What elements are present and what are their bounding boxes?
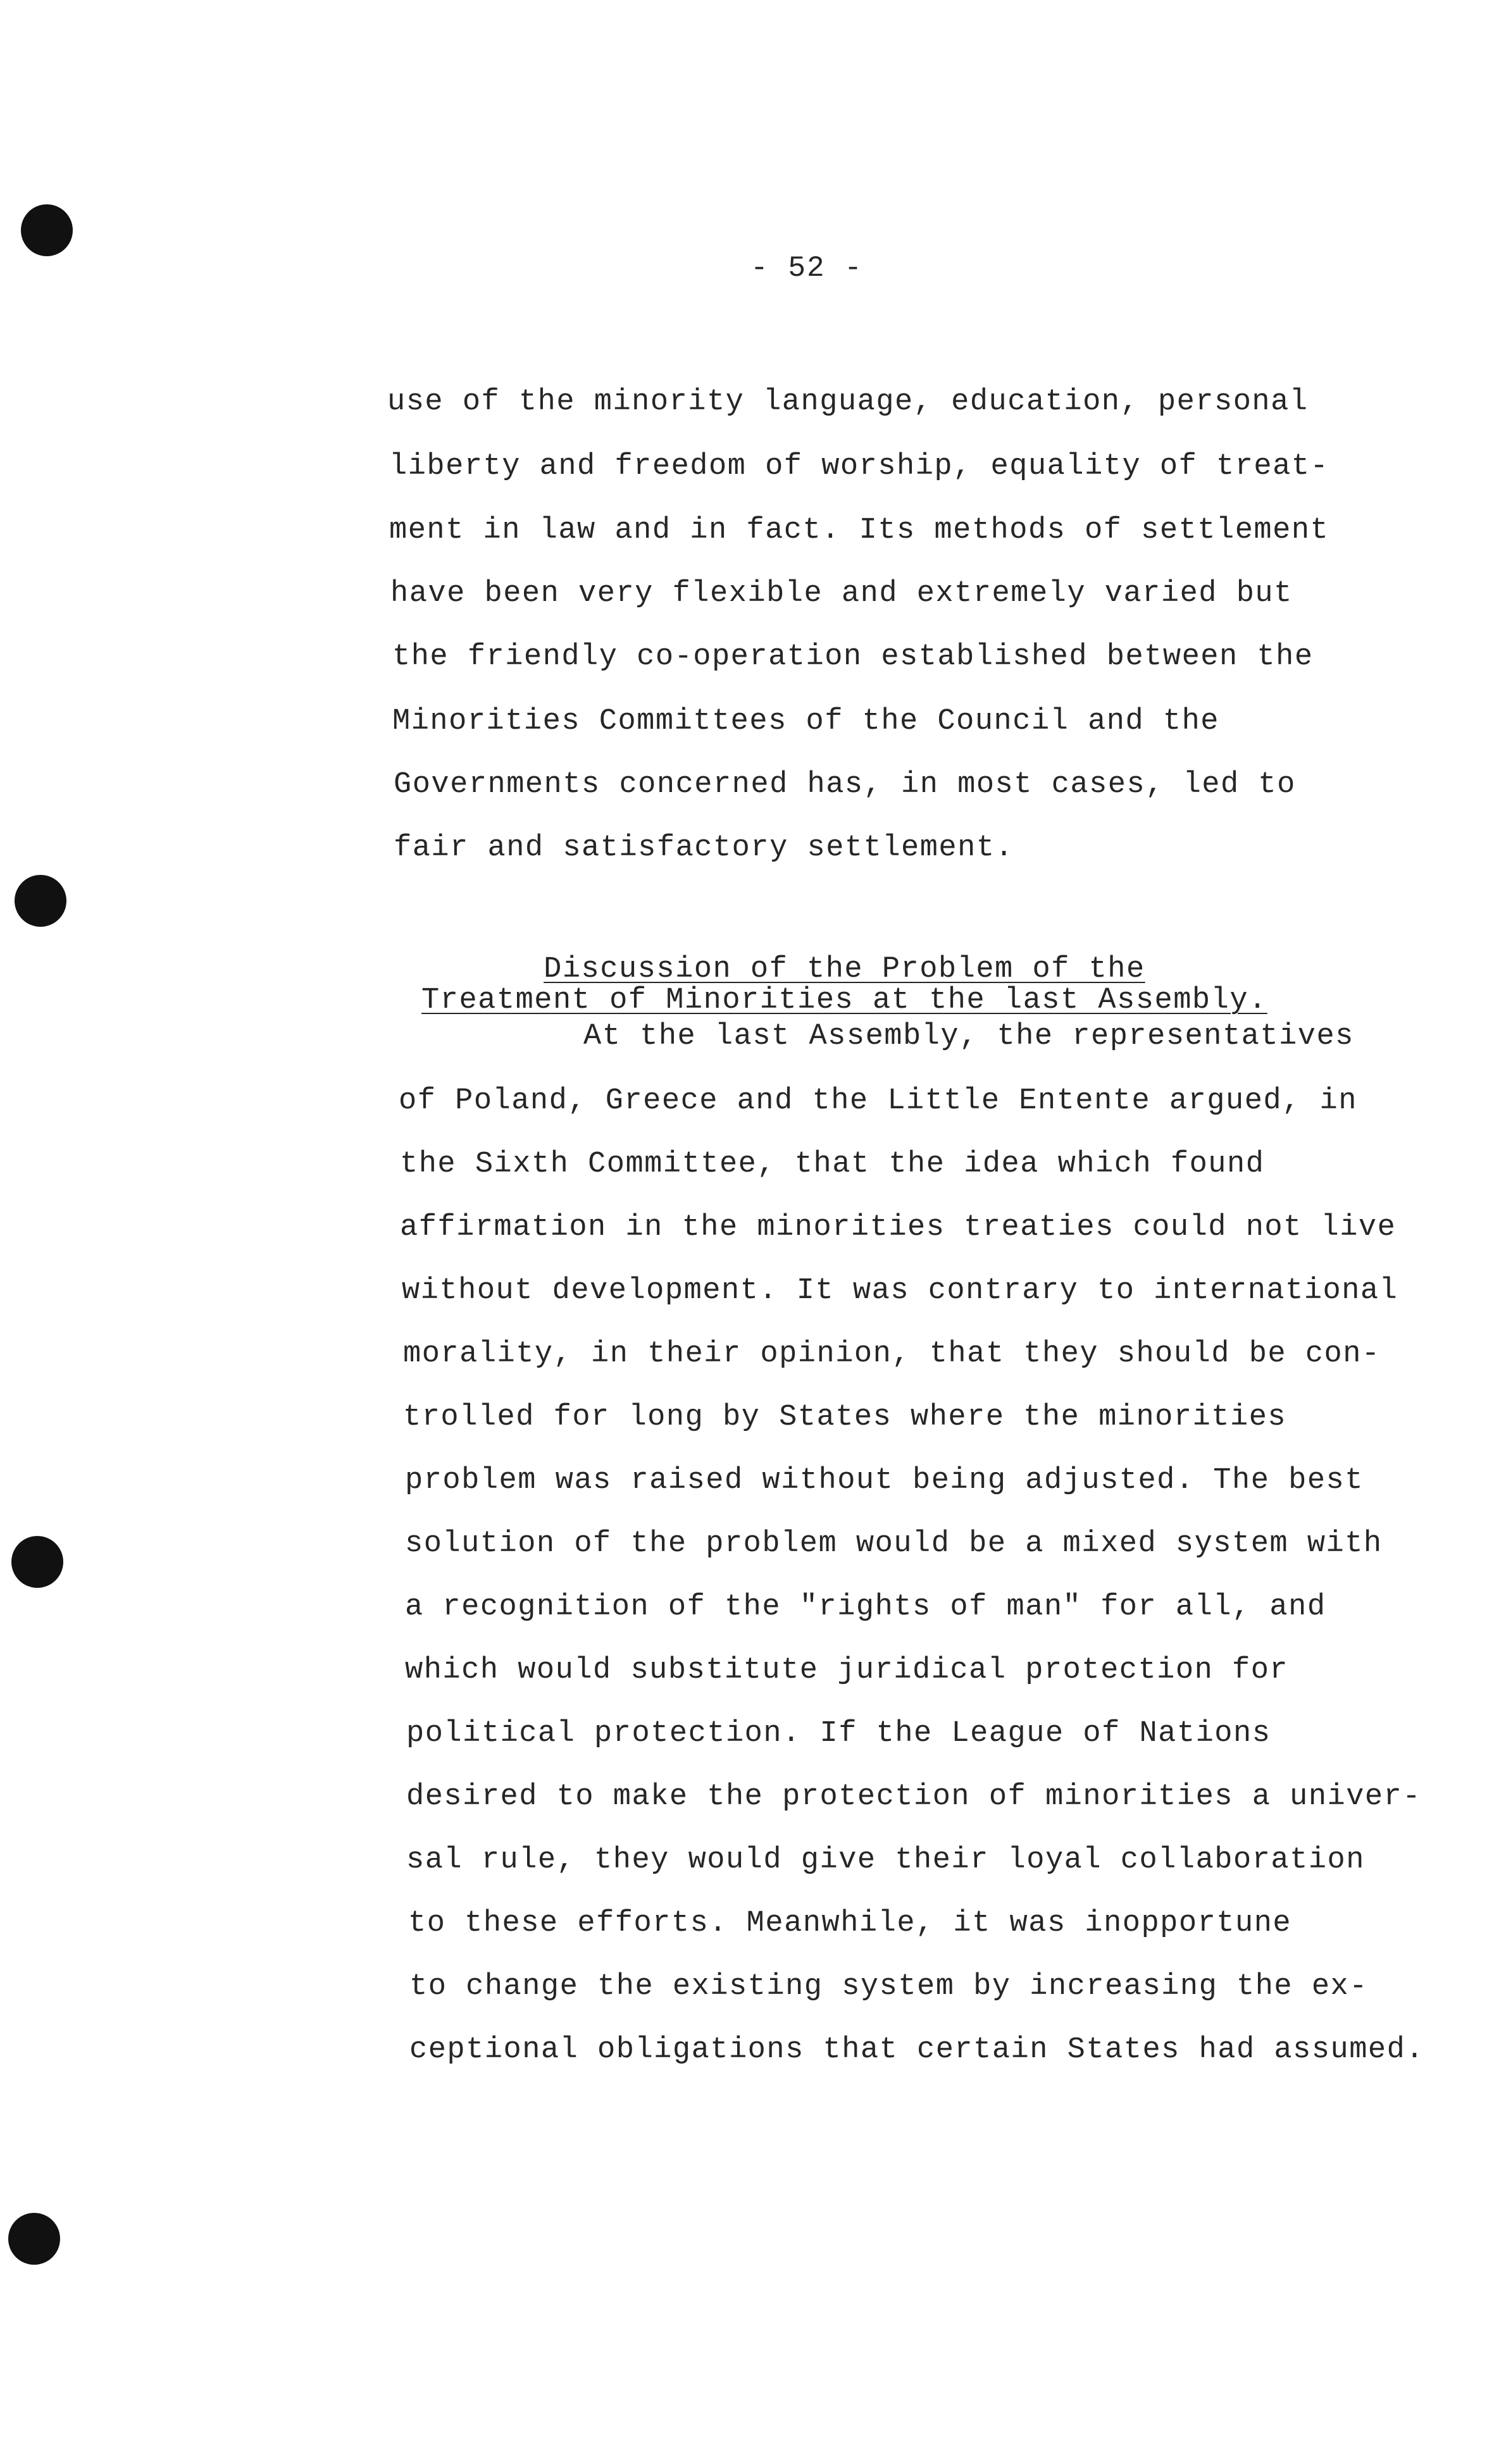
text-line: trolled for long by States where the minorities <box>403 1401 1287 1434</box>
text-line: Governments concerned has, in most cases, led to <box>394 768 1296 802</box>
text-line: without development. It was contrary to international <box>402 1274 1398 1308</box>
text-line: Minorities Committees of the Council and the <box>392 705 1220 738</box>
text-line: which would substitute juridical protection for <box>405 1654 1289 1687</box>
text-line: the friendly co-operation established between the <box>392 640 1314 674</box>
text-line: fair and satisfactory settlement. <box>394 831 1014 865</box>
text-line: the Sixth Committee, that the idea which found <box>400 1148 1265 1181</box>
text-line: sal rule, they would give their loyal collaboration <box>406 1843 1365 1877</box>
text-line: liberty and freedom of worship, equality of treat- <box>389 450 1329 483</box>
section-heading-line-2: Treatment of Minorities at the last Assembly. <box>421 984 1267 1017</box>
punch-hole <box>8 2213 60 2265</box>
text-line: desired to make the protection of minorities a univer- <box>406 1780 1422 1814</box>
text-line: to these efforts. Meanwhile, it was inopportune <box>408 1907 1292 1940</box>
text-line: morality, in their opinion, that they should be con- <box>403 1337 1381 1371</box>
text-line: have been very flexible and extremely varied but <box>390 577 1293 610</box>
text-line: of Poland, Greece and the Little Entente argued, in <box>399 1084 1357 1118</box>
text-line: ment in law and in fact. Its methods of settlement <box>389 514 1329 547</box>
text-line: a recognition of the "rights of man" for all, and <box>405 1590 1326 1624</box>
text-line: At the last Assembly, the representatives <box>583 1020 1354 1053</box>
text-line: solution of the problem would be a mixed system with <box>405 1527 1383 1561</box>
section-heading-line-1: Discussion of the Problem of the <box>544 953 1145 986</box>
text-line: ceptional obligations that certain States had assumed. <box>409 2033 1425 2067</box>
text-line: use of the minority language, education, personal <box>387 385 1309 419</box>
punch-hole <box>21 204 73 256</box>
text-line: political protection. If the League of Nations <box>406 1717 1271 1750</box>
punch-hole <box>11 1536 63 1588</box>
punch-hole <box>15 875 66 927</box>
text-line: problem was raised without being adjusted. The best <box>405 1464 1364 1497</box>
text-line: to change the existing system by increasing the ex- <box>409 1970 1368 2003</box>
page-number: - 52 - <box>750 252 863 285</box>
text-line: affirmation in the minorities treaties could not live <box>400 1211 1397 1244</box>
